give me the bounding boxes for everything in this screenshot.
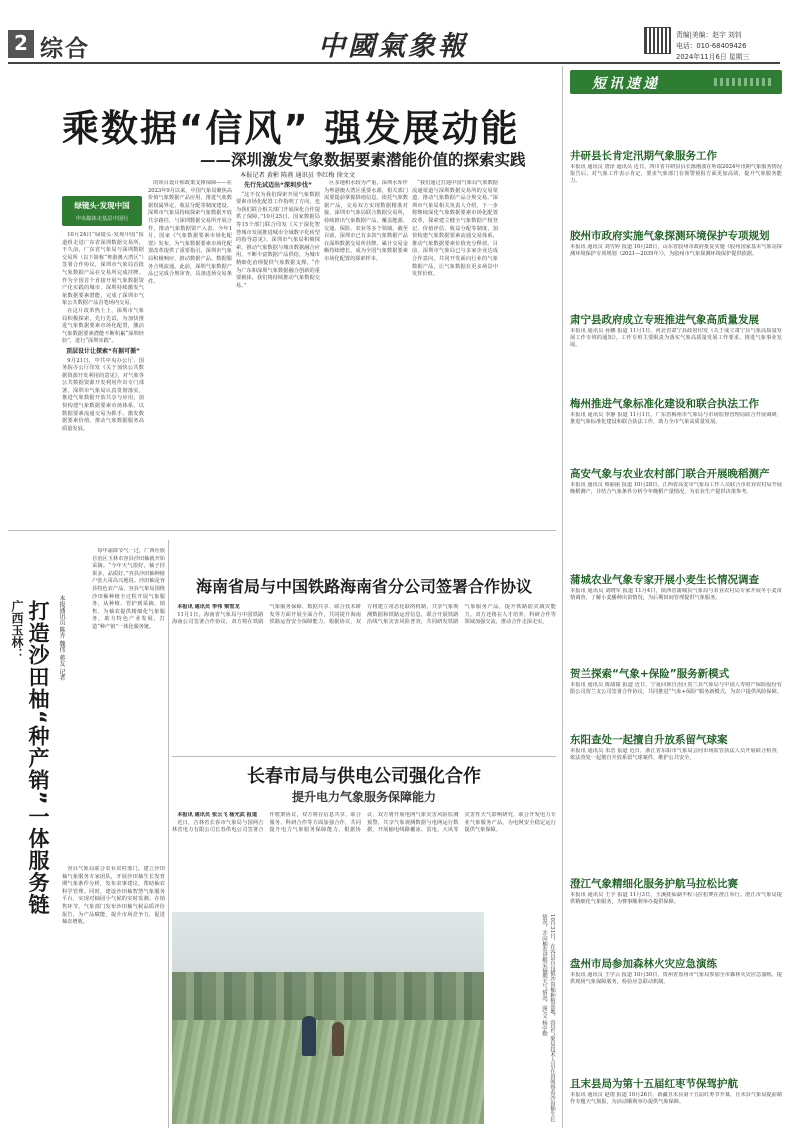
phone-info: 电话：010-68409426 <box>676 42 747 50</box>
qr-code-icon <box>645 28 670 53</box>
column-logo <box>62 196 142 226</box>
header-rule <box>8 62 780 64</box>
col1-lead: 10月24日“绿镜头·发现中国”报道组走进广东省深圳数据交易所。不久前，广东省气象局与深圳数据交易所（以下简称“粤港澳大湾区”）签署合作协议，深圳市气象局首批气象数据产品在交易所完成挂牌。作为全国首个直接开展气象数据资产化实践的城市，深圳持续激发气象数据要素潜能，完成了深圳市气象公共数据产品首笔场内交易。 <box>62 232 144 307</box>
news-title-8: 东阳查处一起擅自升放系留气球案 <box>570 734 728 746</box>
news-body-7: 本报讯 通讯员 陈甜甜 报道 近日，宁夏回族自治区贺兰县气象局与中国人寿财产保险股份有限公司贺兰支公司签署合作协议，共同推进“气象+保险”服务新模式，为农户提供风险保障。 <box>570 682 782 696</box>
col2-body: 的项目设计和政策支撑保障——在2023年9月以来，中国气象局聚焦高价值气象数据产品应用，推进气象数据权属界定、收益分配等制度建设。深圳市气象局持续探索气象数据开放共享路径，与深圳数据交易所开展合作，推动气象数据资产入表。今年1月，国家《气象数据要素市场化配置》发布，为气象数据要素市场化配置改革提供了重要指引。深圳市气象局积极响应，推动数据产品、数据服务合规流通。此前，深圳气象数据产品已完成合规审查，具备进场交易条件。 <box>148 180 232 285</box>
editor-info: 责编|美编：赵宇 刘钊 <box>676 31 742 39</box>
main-byline: 本报记者 黄彬 陈燕 通讯员 李红梅 徐文文 <box>240 172 356 179</box>
quick-news-banner <box>570 70 782 94</box>
news-body-10: 本报讯 通讯员 王学云 报道 10月30日，贵州省盘州市气象局参加全市森林火灾应急演练，提供现场气象保障服务，检验应急联动机制。 <box>570 972 782 986</box>
changchun-body <box>172 812 556 906</box>
main-col-1 <box>62 232 144 524</box>
main-col-5 <box>412 180 498 524</box>
main-headline: 乘数据“信风” 强发展动能 <box>62 107 520 150</box>
date-info: 2024年11月6日 星期三 <box>676 53 750 61</box>
side-body-2: 容县气象局联合农业农村部门，建立沙田柚气象服务专家团队，开展沙田柚生长发育期气象条件分析，发布农事建议，帮助柚农科学管理。同时，建设沙田柚智慧气象服务平台，实现对柚园小气候的实时监测。在销售环节，气象部门发布沙田柚气候品质评价报告，为产品赋能，提升市场竞争力，促进柚农增收。 <box>62 866 165 926</box>
side-col-2 <box>62 866 165 1124</box>
main-col-3 <box>236 180 320 524</box>
news-body-1: 本报讯 通讯员 唐泽 通讯员 近日，四川省井研县县长陈刚波在听取2024年汛期气象服务情况报告后，对气象工作表示肯定，要求气象部门在预警预报方面更加高效，提升气象服务能力。 <box>570 164 782 185</box>
masthead: 中國氣象報 <box>318 31 468 62</box>
quick-news-header: 短讯速递 <box>592 76 660 92</box>
logo-title: 绿镜头·发现中国 <box>74 201 130 210</box>
news-body-3: 本报讯 通讯员 孙鹏 报道 11月1日，河北省肃宁县政府印发《关于成立肃宁县气象高质量发展工作专班的通知》。工作专班主要职责为落实气象高质量发展工作要求，推进气象事业发展。 <box>570 328 782 349</box>
logo-subtitle: 中央媒体走基层中国行 <box>75 216 129 222</box>
changchun-subheadline: 提升电力气象服务保障能力 <box>291 790 436 804</box>
news-title-7: 贺兰探索“气象+保险”服务新模式 <box>570 668 730 680</box>
photo-person <box>302 1016 316 1056</box>
photo-field <box>172 1020 484 1124</box>
changchun-text: 近日，吉林省长春市气象局与国网吉林省电力有限公司长春供电公司签署合作框架协议，双方将在信息共享、联合服务、科研合作等方面加强合作，共同提升电力气象服务保障能力。根据协议，双方将开展电网气象灾害风险监测预警，共享气象观测数据与电网运行数据，开展输电线路覆冰、雷电、大风等灾害性天气影响研究，联合开发电力专业气象服务产品，为电网安全稳定运行提供气象保障。 <box>172 812 556 834</box>
hainan-byline: 本报讯 通讯员 李伟 梁雪龙 <box>177 604 240 610</box>
col5-body: “我们通过打通中国气象局气象数据流通渠道与深圳数据交易所的交易渠道，推动气象数据产品合规交易。”深圳市气象局相关负责人介绍，下一步将继续深化气象数据要素市场化配置改革，探索建立健全气象数据产权登记、价值评估、收益分配等制度，加快构建气象数据要素流通交易体系，推动气象数据要素价值充分释放。目前，深圳市气象局已与多家企业达成合作意向，共同开发面向行业的气象数据产品，让气象数据在更多场景中发挥价值。 <box>412 180 498 278</box>
news-body-6: 本报讯 通讯员 刘晓军 报道 11月4日，陕西省蒲城县气象局与农业农村局专家开展冬小麦苗情调查，了解小麦播种出苗情况，为后期田间管理提供气象服务。 <box>570 588 782 602</box>
news-title-2: 胶州市政府实施气象探测环境保护专项规划 <box>570 230 770 242</box>
side-location: 广西玉林： <box>10 600 24 660</box>
main-subheadline: ——深圳激发气象数据要素潜能价值的探索实践 <box>200 151 526 169</box>
changchun-headline: 长春市局与供电公司强化合作 <box>247 766 481 787</box>
hainan-headline: 海南省局与中国铁路海南省分公司签署合作协议 <box>195 577 532 596</box>
news-title-3: 肃宁县政府成立专班推进气象高质量发展 <box>570 314 759 326</box>
news-body-5: 本报讯 通讯员 蔡丽丽 报道 10月28日，江西省高安市气象局工作人员联合市农业农村局开展晚稻测产，并结合气象条件分析今年晚稻产量情况，为农业生产提供决策参考。 <box>570 482 782 496</box>
hainan-bottom-rule <box>172 756 556 757</box>
side-col-1 <box>92 548 165 860</box>
col3-subhead: 先行先试迈出“深圳步伐” <box>244 182 312 189</box>
side-divider <box>168 540 169 1128</box>
banner-stripes-icon <box>714 78 774 86</box>
main-col-4 <box>324 180 408 524</box>
side-headline: 打造沙田柚“种产销”一体服务链 <box>26 600 50 916</box>
news-body-11: 本报讯 通讯员 赵雨 报道 10月26日，新疆且末县第十五届红枣节开幕，且末县气象局提前制作专题天气预报，为活动顺利举办提供气象保障。 <box>570 1092 782 1106</box>
main-bottom-rule <box>8 530 556 531</box>
side-byline: 本报通讯员 陈卉 魏伟 蒋友 记者 <box>58 595 65 681</box>
main-col-2 <box>148 180 232 524</box>
news-title-5: 高安气象与农业农村部门联合开展晚稻测产 <box>570 468 770 480</box>
news-body-8: 本报讯 通讯员 朱浩 报道 近日，浙江省东阳市气象局会同市场监管执法人员开展联合检查，依法查处一起擅自升放系留气球案件，维护公共安全。 <box>570 748 782 762</box>
col1-lead-2: 在这片改革热土上，深圳市气象局积极探索，先行先试，为加快推进气象数据要素市场化配置，激活气象数据要素潜能不断积累“深圳经验”，进行“深圳实践”。 <box>62 307 144 345</box>
photo-person-2 <box>332 1022 344 1056</box>
col1-subhead: 顶层设计让探索“有据可循” <box>66 347 140 355</box>
news-title-11: 且末县局为第十五届红枣节保驾护航 <box>570 1078 738 1090</box>
hainan-text: 11月1日，海南省气象局与中国铁路海南公司签署合作协议，双方将在铁路气象服务保障、数据共享、联合技术研发等方面开展全面合作，共同提升海南铁路运营安全保障能力。根据协议，双方将建立常态化联络机制，共享气象观测数据和铁路运营信息，联合开展铁路沿线气象灾害风险普查，共同研发铁路气象服务产品，提升铁路防灾减灾能力。双方还将在人才培养、科研合作等领域加强交流，推动合作走深走实。 <box>172 604 556 626</box>
news-body-2: 本报讯 通讯员 刘雪婷 报道 10月28日，山东省胶州市政府批复实施《胶州国家基本气象站探测环境保护专项规划（2021—2035年）》，为胶州市气象探测环境保护提供依据。 <box>570 244 782 258</box>
news-title-4: 梅州推进气象标准化建设和联合执法工作 <box>570 398 759 410</box>
news-title-1: 井研县长肯定汛期气象服务工作 <box>570 150 717 162</box>
photo-caption: 10月31日，在容县自良镇沙田柚种植基地，容县气象局技术人员在田间察看沙田柚生长情况，并向柚农讲解采摘期天气情况。图/文 杨中勤 <box>541 914 555 1123</box>
news-title-6: 蒲城农业气象专家开展小麦生长情况调查 <box>570 574 759 586</box>
col4-body: 区多地积水较为严重。深圳水库作为粤港澳大湾区重要水源，相关部门需要提前掌握降雨信息。依托气象数据产品，交易双方实现数据精准对接。深圳市气象局联合数据交易所，持续推出气象数据产品，覆盖能源、交通、保险、农业等多个领域。截至目前，深圳市已有多款气象数据产品在深圳数据交易所挂牌，累计交易金额持续增长，成为全国气象数据要素市场化配置的探索样本。 <box>324 180 408 262</box>
right-column-divider <box>562 66 563 1128</box>
news-body-9: 本报讯 通讯员 王宇 报道 11月3日，玉溪抚仙湖半程马拉松赛在澄江举行。澄江市气象局提供精细化气象服务，为赛事顺利举办提供保障。 <box>570 892 782 906</box>
field-photo <box>172 912 484 1124</box>
col3-body: “这不仅为我们探索开展气象数据要素市场化配置工作指明了方向，也为我们联合相关部门开展深化合作提供了保障。”10月25日，国家数据局等15个部门联合印发《关于深化智慧城市发展推进城市全域数字化转型的指导意见》。深圳市气象局积极探索，推动气象数据与城市数据融合应用，不断丰富数据产品供给，为城市精细化治理提供气象数据支撑。“作为广东和深圳气象数据融合创新的重要载体，我们将持续推动气象数据交易。” <box>236 191 320 289</box>
section-name: 综合 <box>40 36 90 62</box>
news-title-10: 盘州市局参加森林火灾应急演练 <box>570 958 717 970</box>
hainan-body <box>172 604 556 752</box>
col1-body: 9月21日，中共中央办公厅、国务院办公厅印发《关于加快公共数据资源开发利用的意见》，对气象等公共数据资源开发利用作出专门部署。深圳市气象局认真贯彻落实，推进气象数据开放共享与应用，加快构建气象数据要素市场体系，以数据要素流通交易为抓手，激发数据要素价值，推动气象数据服务高质量发展。 <box>62 357 144 432</box>
side-body: 每年霜降节气一过，广西壮族自治区玉林市容县沙田柚就开始采摘。“今年天气很好，柚子挂果多，品质好。”容县沙田柚种植户张大哥高兴地说。沙田柚是容县特色农产品，容县气象局围绕沙田柚种植全过程开展气象服务，从种植、管护到采摘、销售，为柚农提供精细化气象服务，助力特色产业发展，打造“种产销”一体化服务链。 <box>92 548 165 630</box>
news-body-4: 本报讯 通讯员 李静 报道 11月1日，广东省梅州市气象局与市场监督管理局联合开展调研，推进气象标准化建设和联合执法工作，助力全市气象高质量发展。 <box>570 412 782 426</box>
news-title-9: 澄江气象精细化服务护航马拉松比赛 <box>570 878 738 890</box>
page-number: 2 <box>8 30 34 58</box>
changchun-byline: 本报讯 通讯员 张云飞 杨光武 报道 <box>177 812 258 818</box>
photo-trees <box>172 972 484 1022</box>
